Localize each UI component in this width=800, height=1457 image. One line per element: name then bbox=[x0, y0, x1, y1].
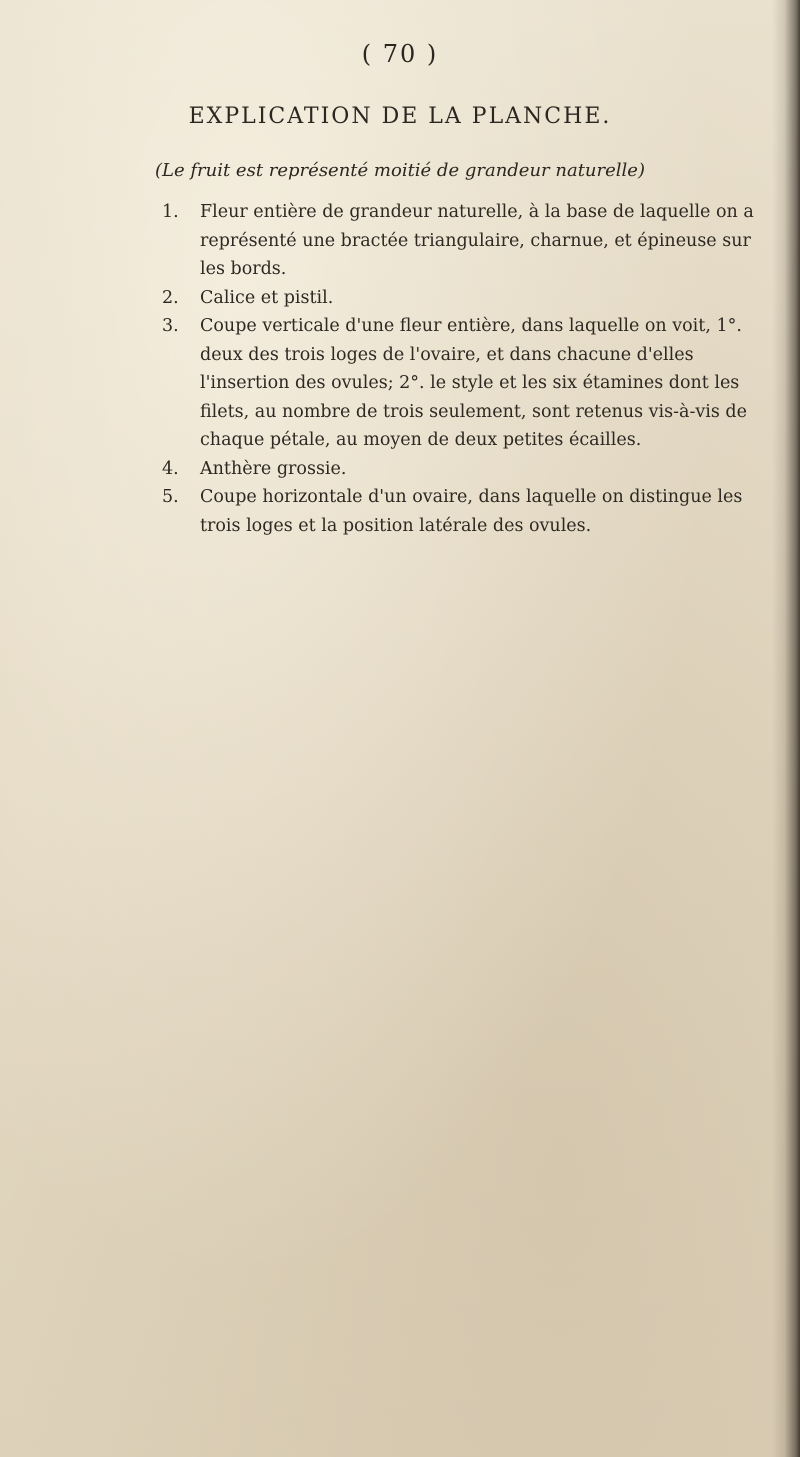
page-edge-shadow bbox=[772, 0, 800, 1457]
entry-text: Coupe verticale d'une fleur entière, dans laquelle on voit, 1°. deux des trois loges de l'ovaire, et dans chacune d'elles l'insertion des ovules; 2°. le style et les six étamines dont les filets, au nombre de trois seulement, sont retenus vis-à-vis de chaque pétale, au moyen de deux petites écailles. bbox=[200, 316, 747, 450]
entry-number: 4. bbox=[162, 458, 179, 479]
page-subtitle: (Le fruit est représenté moitié de grandeur naturelle) bbox=[155, 160, 645, 181]
list-item bbox=[162, 455, 762, 484]
list-item bbox=[162, 284, 762, 313]
entry-number: 5. bbox=[162, 487, 179, 507]
page-number: ( 70 ) bbox=[361, 40, 439, 68]
page-heading: EXPLICATION DE LA PLANCHE. bbox=[188, 104, 612, 129]
entry-number: 2. bbox=[162, 287, 179, 308]
entry-number: 3. bbox=[162, 316, 179, 336]
list-item bbox=[162, 483, 762, 540]
entry-number: 1. bbox=[162, 202, 179, 222]
plate-explanation-list bbox=[162, 198, 762, 540]
entry-text: Coupe horizontale d'un ovaire, dans laquelle on distingue les trois loges et la position latérale des ovules. bbox=[200, 487, 743, 536]
list-item bbox=[162, 312, 762, 455]
entry-text: Calice et pistil. bbox=[200, 287, 334, 308]
list-item bbox=[162, 198, 762, 284]
entry-text: Anthère grossie. bbox=[200, 458, 347, 479]
entry-text: Fleur entière de grandeur naturelle, à la base de laquelle on a représenté une bractée triangulaire, charnue, et épineuse sur les bords. bbox=[200, 202, 754, 279]
